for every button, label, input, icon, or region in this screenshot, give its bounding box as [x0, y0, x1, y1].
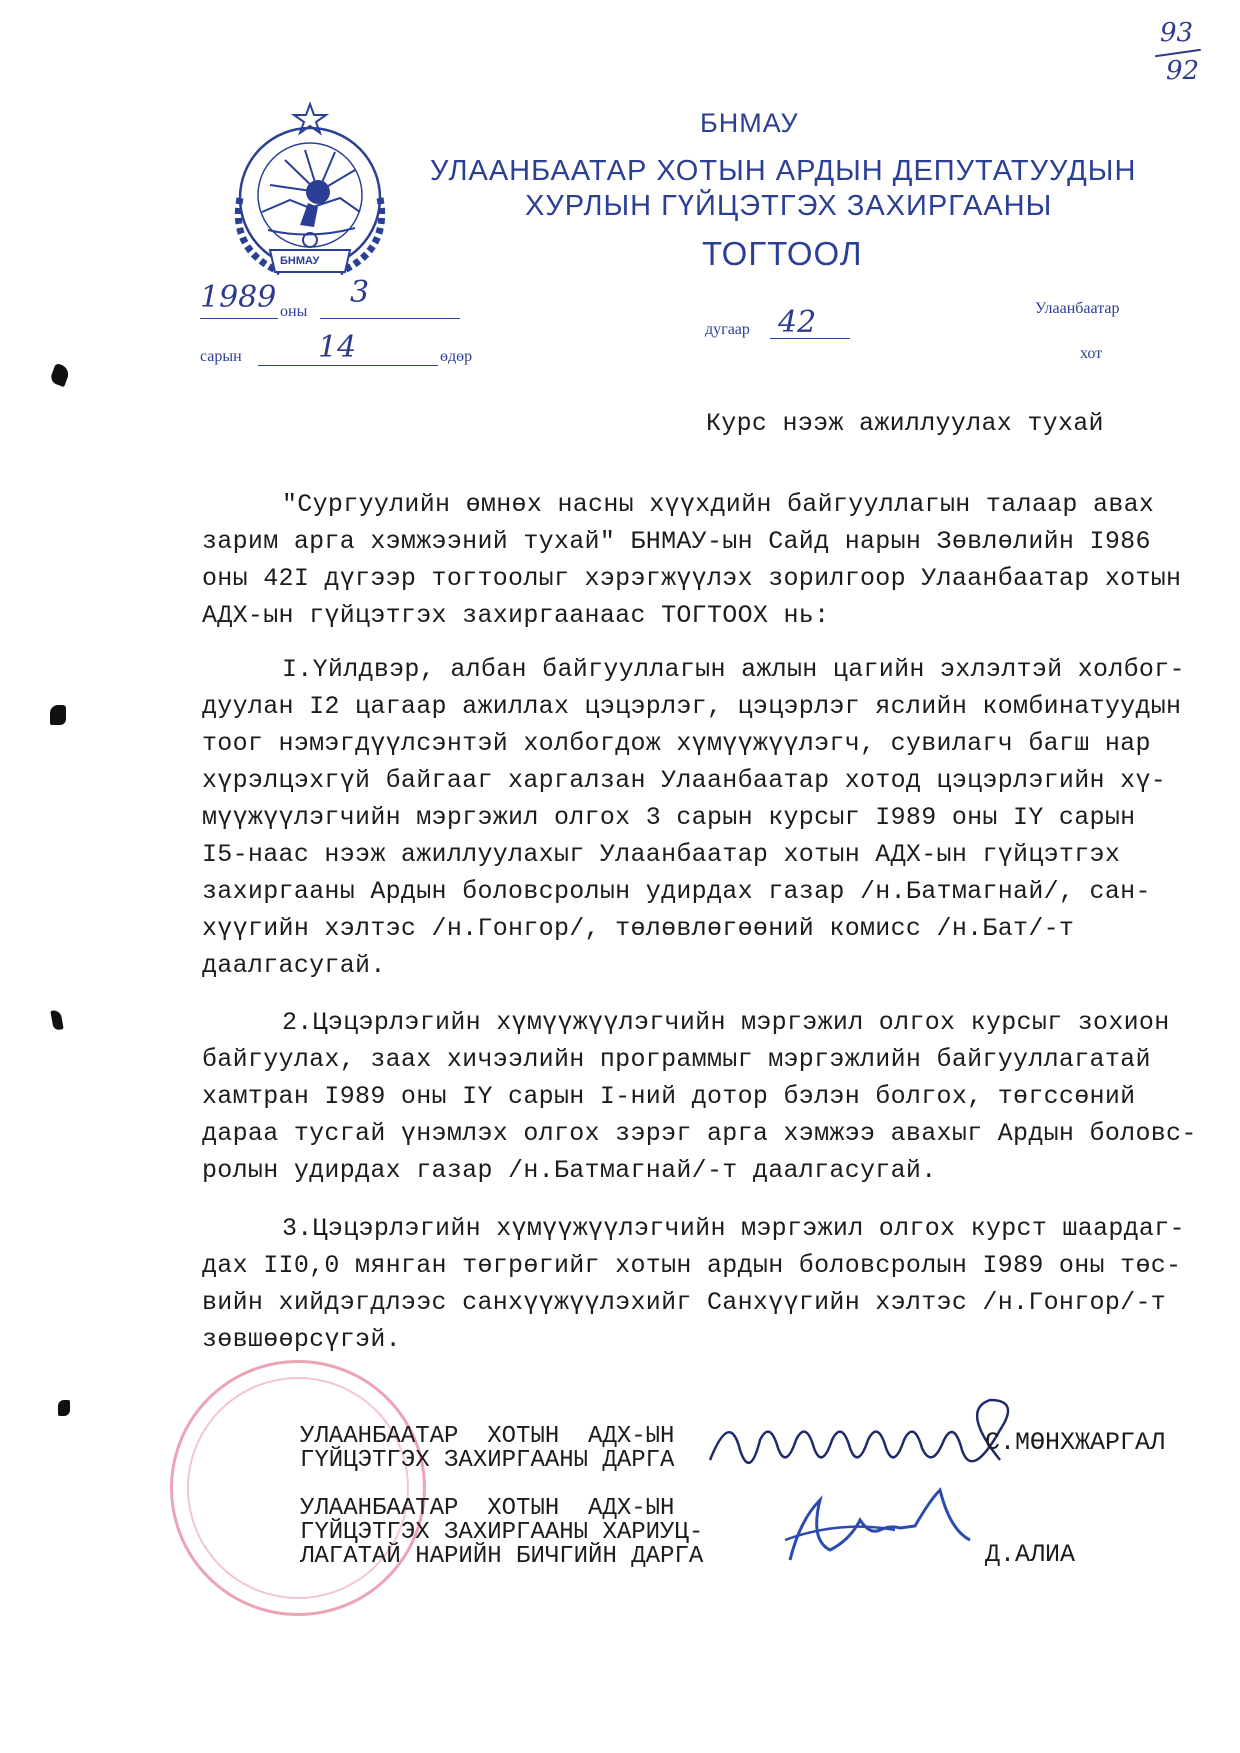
text-line: байгуулах, заах хичээлийн программыг мэргэжлийн байгууллагатай: [202, 1045, 1151, 1074]
text-line: I.Үйлдвэр, албан байгууллагын ажлын цагийн эхлэлтэй холбог-: [282, 655, 1185, 684]
body-preamble: [202, 486, 1181, 634]
text-line: дуулан I2 цагаар ажиллах цэцэрлэг, цэцэрлэг яслийн комбинатуудын: [202, 692, 1182, 721]
document-title: ТОГТООЛ: [702, 235, 863, 272]
date-day-line: [258, 365, 438, 366]
text-line: дараа тусгай үнэмлэх олгох зэрэг арга хэмжээ авахыг Ардын боловс-: [202, 1119, 1197, 1148]
header-line2: ХУРЛЫН ГҮЙЦЭТГЭХ ЗАХИРГААНЫ: [525, 190, 1053, 222]
text-line: 3.Цэцэрлэгийн хүмүүжүүлэгчийн мэргэжил олгох курст шаардаг-: [282, 1214, 1185, 1243]
binding-mark: [50, 1009, 63, 1030]
document-subject: Курс нээж ажиллуулах тухай: [706, 409, 1104, 438]
archive-number-top: 93: [1160, 18, 1194, 48]
date-year: 1989: [200, 280, 277, 315]
body-item-3: [202, 1210, 1185, 1358]
header-line1: УЛААНБААТАР ХОТЫН АРДЫН ДЕПУТАТУУДЫН: [430, 155, 1137, 187]
date-month-label: сарын: [200, 348, 242, 365]
number-value: 42: [778, 305, 817, 340]
text-line: хүрэлцэхгүй байгааг харгалзан Улаанбаатар хотод цэцэрлэгийн хү-: [202, 766, 1167, 795]
date-month: 3: [350, 275, 370, 310]
body-item-2: [202, 1004, 1197, 1189]
place-type: хот: [1080, 345, 1103, 362]
date-year-label: оны: [280, 303, 308, 320]
official-stamp: [170, 1360, 426, 1616]
signatory-title: ГҮЙЦЭТГЭХ ЗАХИРГААНЫ ДАРГА: [300, 1447, 675, 1474]
text-line: оны 42I дүгээр тогтоолыг хэрэгжүүлэх зорилгоор Улаанбаатар хотын: [202, 564, 1182, 593]
text-line: ролын удирдах газар /н.Батмагнай/-т даалгасугай.: [202, 1156, 937, 1185]
date-day: 14: [318, 330, 357, 365]
text-line: зарим арга хэмжээний тухай" БНМАУ-ын Сайд нарын Зөвлөлийн I986: [202, 527, 1151, 556]
signatory-name: Д.АЛИА: [985, 1540, 1076, 1569]
header-country: БНМАУ: [700, 108, 799, 138]
signatory-title: ЛАГАТАЙ НАРИЙН БИЧГИЙН ДАРГА: [300, 1543, 704, 1570]
signatory-name: С.МӨНХЖАРГАЛ: [985, 1428, 1166, 1457]
text-line: мүүжүүлэгчийн мэргэжил олгох 3 сарын курсыг I989 оны IY сарын: [202, 803, 1136, 832]
date-day-label: өдөр: [440, 348, 473, 365]
text-line: дах II0,0 мянган төгрөгийг хотын ардын боловсролын I989 оны төс-: [202, 1251, 1182, 1280]
text-line: хамтран I989 оны IY сарын I-ний дотор бэлэн болгох, төгссөний: [202, 1082, 1136, 1111]
text-line: хүүгийн хэлтэс /н.Гонгор/, төлөвлөгөөний комисс /н.Бат/-т: [202, 914, 1075, 943]
text-line: 2.Цэцэрлэгийн хүмүүжүүлэгчийн мэргэжил олгох курсыг зохион: [282, 1008, 1170, 1037]
place-city: Улаанбаатар: [1035, 300, 1120, 317]
date-month-line: [320, 318, 460, 319]
signatory-title: ГҮЙЦЭТГЭХ ЗАХИРГААНЫ ХАРИУЦ-: [300, 1519, 704, 1546]
state-emblem: [210, 100, 410, 295]
text-line: вийн хийдэгдлээс санхүүжүүлэхийг Санхүүгийн хэлтэс /н.Гонгор/-т: [202, 1288, 1167, 1317]
signature-block-2: [300, 1497, 703, 1569]
signatory-title: УЛААНБААТАР ХОТЫН АДХ-ЫН: [300, 1423, 675, 1450]
text-line: тоог нэмэгдүүлсэнтэй холбогдож хүмүүжүүлэгч, сувилагч багш нар: [202, 729, 1151, 758]
text-line: I5-наас нээж ажиллуулахыг Улаанбаатар хотын АДХ-ын гүйцэтгэх: [202, 840, 1121, 869]
binding-mark: [58, 1400, 70, 1416]
body-item-1: [202, 651, 1185, 984]
number-label: дугаар: [705, 321, 750, 338]
text-line: даалгасугай.: [202, 951, 386, 980]
handwritten-signature-2: [780, 1480, 980, 1570]
archive-number-bottom: 92: [1166, 56, 1200, 86]
date-year-line: [200, 318, 278, 319]
text-line: зөвшөөрсүгэй.: [202, 1325, 401, 1354]
text-line: захиргааны Ардын боловсролын удирдах газар /н.Батмагнай/, сан-: [202, 877, 1151, 906]
binding-mark: [49, 363, 71, 387]
signature-block-1: [300, 1425, 674, 1473]
text-line: "Сургуулийн өмнөх насны хүүхдийн байгууллагын талаар авах: [282, 490, 1155, 519]
text-line: АДХ-ын гүйцэтгэх захиргаанаас ТОГТООХ нь:: [202, 601, 830, 630]
emblem-label: БНМАУ: [280, 255, 320, 267]
handwritten-signature-1: [700, 1390, 1030, 1490]
binding-mark: [50, 705, 66, 725]
signatory-title: УЛААНБААТАР ХОТЫН АДХ-ЫН: [300, 1495, 675, 1522]
